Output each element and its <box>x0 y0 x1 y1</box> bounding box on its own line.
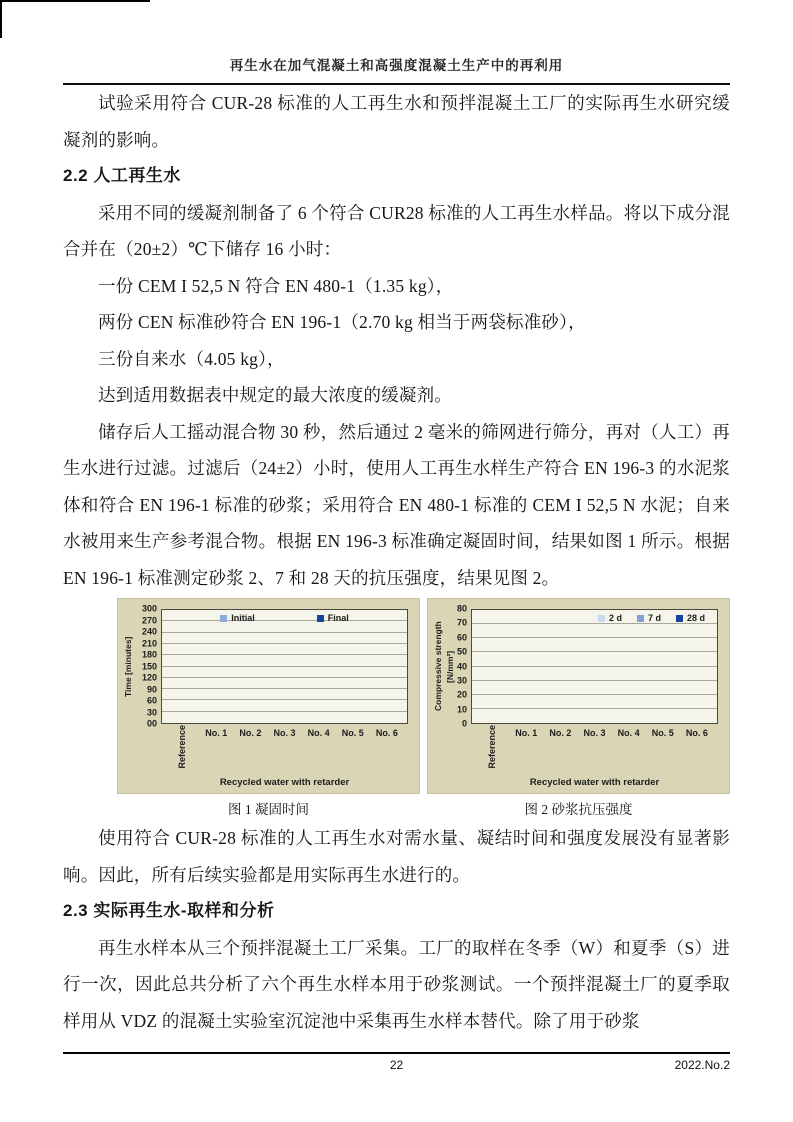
bars <box>472 610 717 723</box>
chart-plot-region <box>135 603 420 729</box>
y-tick-label: 70 <box>456 617 467 628</box>
ingredient-line-4: 达到适用数据表中规定的最大浓度的缓凝剂。 <box>98 385 452 405</box>
legend-item <box>598 613 622 623</box>
legend-item <box>676 613 705 623</box>
x-category-label: No. 2 <box>239 728 262 738</box>
figure-1-setting-time-chart <box>117 598 420 794</box>
x-category-cell <box>680 724 714 777</box>
bar-cell <box>476 610 510 723</box>
figure-2-caption: 图 2 砂浆抗压强度 <box>524 802 633 817</box>
x-category-label: No. 5 <box>651 728 674 738</box>
y-tick-label: 180 <box>141 649 157 660</box>
x-category-cell <box>543 724 577 777</box>
chart-legend <box>472 613 717 623</box>
legend-swatch <box>637 615 644 622</box>
ingredient-line-2: 两份 CEN 标准砂符合 EN 196-1（2.70 kg 相当于两袋标准砂）， <box>98 312 586 332</box>
legend-label: 7 d <box>647 613 661 623</box>
figure-1-caption: 图 1 凝固时间 <box>228 802 309 817</box>
bar-cell <box>335 610 369 723</box>
paragraph-sampling: 再生水样本从三个预拌混凝土工厂采集。工厂的取样在冬季（W）和夏季（S）进行一次，因此总共分析了六个再生水样本用于砂浆测试。一个预拌混凝土厂的夏季取样用从 VDZ 的混凝土实验室沉淀池中采集再生水样本替代。除了用于砂浆 <box>63 937 730 1031</box>
bar-cell <box>301 610 335 723</box>
y-tick-label: 10 <box>456 704 467 715</box>
paragraph-intro: 试验采用符合 CUR-28 标准的人工再生水和预拌混凝土工厂的实际再生水研究缓凝剂的影响。 <box>63 93 730 150</box>
paragraph-sample-prep: 采用不同的缓凝剂制备了 6 个符合 CUR28 标准的人工再生水样品。将以下成分混合并在（20±2）℃下储存 16 小时： <box>63 202 730 259</box>
bar-cell <box>234 610 268 723</box>
bars <box>162 610 407 723</box>
y-tick-label: 80 <box>456 603 467 614</box>
x-category-label: No. 4 <box>307 728 330 738</box>
plot-area <box>471 609 718 724</box>
chart-plot-region <box>445 603 730 729</box>
legend-swatch <box>598 615 605 622</box>
x-category-label: Reference <box>177 725 188 769</box>
bar-cell <box>544 610 578 723</box>
x-category-cell <box>165 724 199 777</box>
section-heading-2-2: 2.2 人工再生水 <box>63 166 181 185</box>
x-category-label: No. 4 <box>617 728 640 738</box>
y-tick-label: 120 <box>141 672 157 683</box>
y-tick-label: 60 <box>456 632 467 643</box>
x-category-cell <box>509 724 543 777</box>
x-category-labels <box>471 724 718 777</box>
chart-legend <box>162 613 407 623</box>
y-axis-tick-labels <box>135 603 161 729</box>
y-tick-label: 300 <box>141 603 157 614</box>
x-category-cell <box>370 724 404 777</box>
y-tick-label: 00 <box>146 718 157 729</box>
bar-cell <box>166 610 200 723</box>
y-tick-label: 0 <box>461 718 467 729</box>
x-category-labels <box>161 724 408 777</box>
x-category-label: No. 1 <box>205 728 228 738</box>
y-tick-label: 150 <box>141 661 157 671</box>
x-axis-title: Recycled water with retarder <box>219 777 350 788</box>
scan-artifact-left-edge <box>0 0 2 38</box>
footer-row <box>63 1058 730 1072</box>
paragraph-conclusion: 使用符合 CUR-28 标准的人工再生水对需水量、凝结时间和强度发展没有显著影响。因此，所有后续实验都是用实际再生水进行的。 <box>63 828 730 885</box>
footer-rule <box>63 1052 730 1054</box>
ingredient-line-1: 一份 CEM I 52,5 N 符合 EN 480-1（1.35 kg）， <box>98 275 454 296</box>
y-axis-title: Time [minutes] <box>123 636 133 697</box>
x-category-cell <box>302 724 336 777</box>
bar-cell <box>608 610 645 723</box>
bar-cell <box>200 610 234 723</box>
plot-area <box>161 609 408 724</box>
y-tick-label: 50 <box>456 646 467 657</box>
bar-cell <box>369 610 403 723</box>
y-tick-label: 30 <box>456 675 467 686</box>
y-axis-title: Compressive strength [N/mm²] <box>433 621 455 712</box>
x-category-label: No. 5 <box>341 728 364 738</box>
x-category-label: No. 6 <box>685 728 708 738</box>
bar-cell <box>510 610 544 723</box>
paragraph-procedure: 储存后人工摇动混合物 30 秒，然后通过 2 毫米的筛网进行筛分，再对（人工）再生水进行过滤。过滤后（24±2）小时，使用人工再生水样生产符合 EN 196-3 的水泥浆体和符合 EN 196-1 标准的砂浆；采用符合 EN 480-1 标准的 CEM I 52,5 N 水泥；自来水被用来生产参考混合物。根据 EN 196-3 标准确定凝固时间，结果如图 1 所示。根据 EN 196-1 标准测定砂浆 2、7 和 28 天的抗压强度，结果见图 2。 <box>63 421 730 588</box>
x-axis-title: Recycled water with retarder <box>529 777 660 788</box>
page-footer <box>63 1052 730 1072</box>
x-category-cell <box>577 724 611 777</box>
ingredient-line-3: 三份自来水（4.05 kg）， <box>98 348 285 369</box>
legend-label: 2 d <box>608 613 622 623</box>
x-category-label: Reference <box>487 725 498 769</box>
legend-swatch <box>220 615 227 622</box>
legend-swatch <box>317 615 324 622</box>
legend-item <box>637 613 661 623</box>
figure-captions-row <box>117 800 730 820</box>
x-category-cell <box>646 724 680 777</box>
x-category-cell <box>475 724 509 777</box>
y-tick-label: 30 <box>146 707 157 717</box>
x-category-cell <box>267 724 301 777</box>
legend-swatch <box>676 615 683 622</box>
bar-cell <box>578 610 612 723</box>
x-category-cell <box>612 724 646 777</box>
legend-item <box>220 613 255 623</box>
legend-label: 28 d <box>686 613 705 623</box>
y-tick-label: 40 <box>456 661 467 671</box>
issue-number: 2022.No.2 <box>674 1058 730 1072</box>
page-number: 22 <box>389 1058 404 1072</box>
y-tick-label: 20 <box>456 689 467 700</box>
y-tick-label: 270 <box>141 615 157 625</box>
bar-cell <box>268 610 302 723</box>
y-tick-label: 210 <box>141 638 157 648</box>
y-tick-label: 60 <box>146 695 157 706</box>
figure-2-compressive-strength-chart <box>427 598 730 794</box>
running-header-title: 再生水在加气混凝土和高强度混凝土生产中的再利用 <box>229 58 564 73</box>
x-category-label: No. 3 <box>273 728 296 738</box>
legend-label: Final <box>327 613 349 623</box>
x-category-label: No. 3 <box>583 728 606 738</box>
x-category-cell <box>199 724 233 777</box>
x-category-cell <box>336 724 370 777</box>
legend-item <box>317 613 349 623</box>
section-heading-2-3: 2.3 实际再生水-取样和分析 <box>63 901 275 920</box>
bar-cell <box>645 610 679 723</box>
scan-artifact-top-edge <box>0 0 150 2</box>
figures-row <box>117 598 730 794</box>
y-tick-label: 240 <box>141 626 157 637</box>
x-category-cell <box>233 724 267 777</box>
x-category-label: No. 2 <box>549 728 572 738</box>
y-axis-tick-labels <box>445 603 471 729</box>
x-category-label: No. 6 <box>375 728 398 738</box>
legend-label: Initial <box>231 613 255 623</box>
x-category-label: No. 1 <box>515 728 538 738</box>
y-tick-label: 90 <box>146 684 157 694</box>
bar-cell <box>679 610 713 723</box>
